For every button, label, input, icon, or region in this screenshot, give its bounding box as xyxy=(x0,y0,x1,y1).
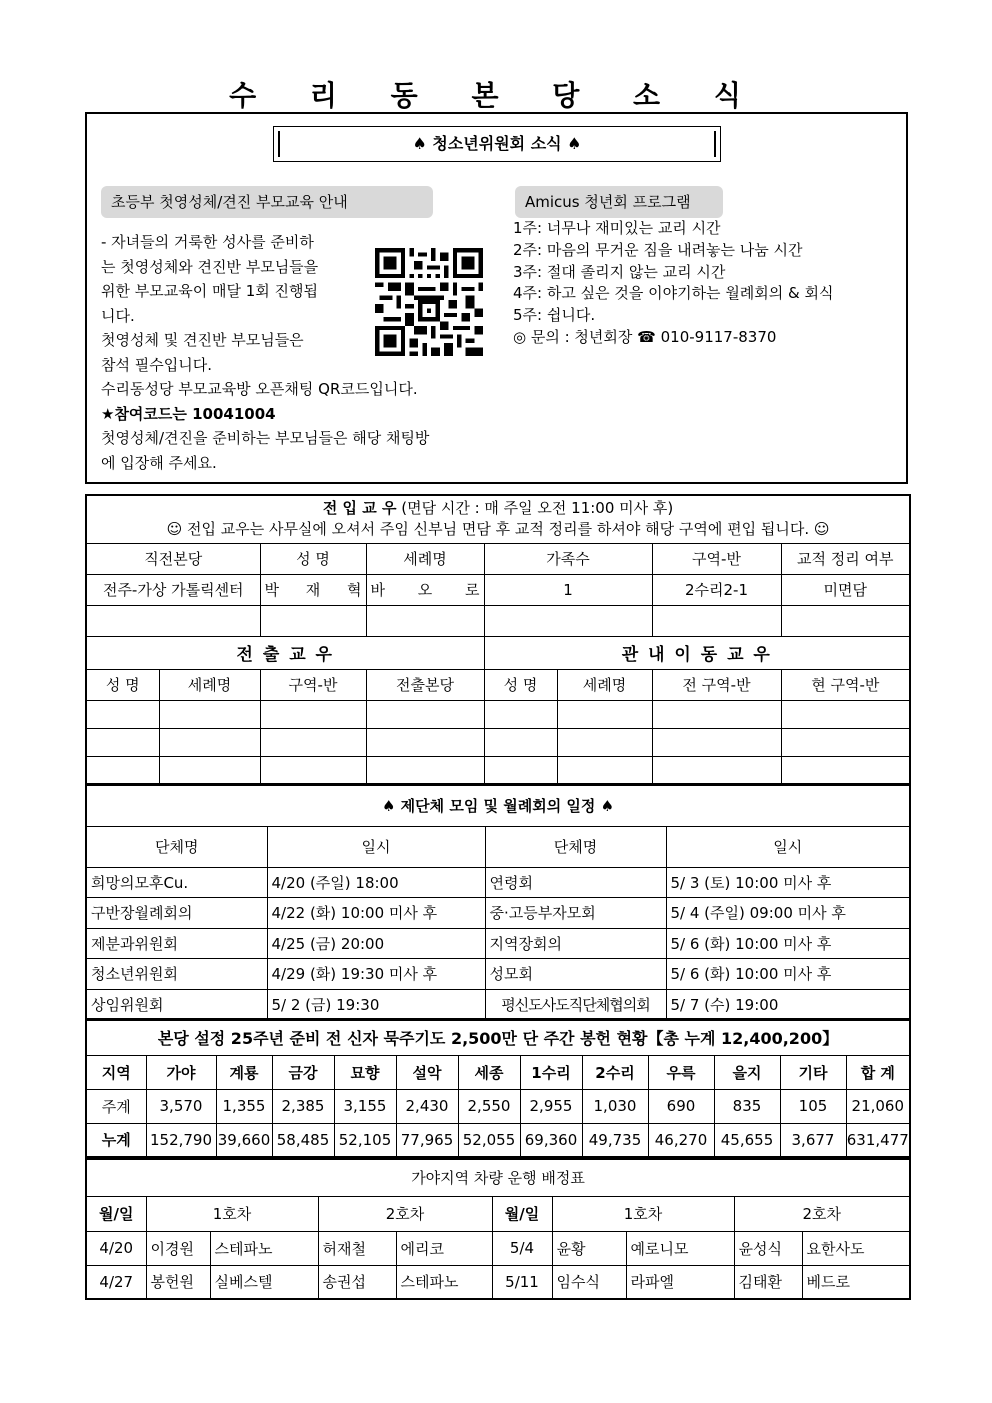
text-line: 니다. xyxy=(101,306,135,325)
empty-cell xyxy=(781,728,910,756)
value-cell: 1,355 xyxy=(216,1089,272,1123)
driver-name: 김태환 xyxy=(734,1265,802,1299)
transfer-in-title: 전 입 교 우 xyxy=(322,499,397,518)
driver-name: 윤성식 xyxy=(734,1231,802,1265)
group-name: 청소년위원회 xyxy=(86,959,267,990)
meeting-time: 4/20 (주일) 18:00 xyxy=(267,867,485,898)
meeting-time: 4/29 (화) 19:30 미사 후 xyxy=(267,959,485,990)
driver-name: 윤황 xyxy=(552,1231,626,1265)
date-cell: 4/27 xyxy=(86,1265,146,1299)
col-header: 성 명 xyxy=(86,669,159,700)
group-name: 지역장회의 xyxy=(485,928,666,959)
col-header: 가족수 xyxy=(484,543,652,574)
table-row xyxy=(86,605,910,636)
empty-cell xyxy=(652,605,781,636)
group-name: 상임위원회 xyxy=(86,989,267,1020)
transfer-notice: ☺ 전입 교우는 사무실에 오셔서 주임 신부님 면담 후 교적 정리를 하셔야 해당 구역에 편입 됩니다. ☺ xyxy=(166,520,830,539)
offering-table xyxy=(85,1018,911,1158)
empty-cell xyxy=(652,756,781,784)
empty-cell xyxy=(366,728,484,756)
col-header: 교적 정리 여부 xyxy=(781,543,910,574)
value-cell: 2,955 xyxy=(520,1089,582,1123)
driver-name: 봉헌원 xyxy=(146,1265,210,1299)
group-name: 중·고등부자모회 xyxy=(485,898,666,929)
meeting-time: 5/ 7 (수) 19:00 xyxy=(666,989,910,1020)
amicus-program-text xyxy=(513,218,903,349)
driver-name: 이경원 xyxy=(146,1231,210,1265)
col-header: 직전본당 xyxy=(86,543,260,574)
meeting-time: 5/ 6 (화) 10:00 미사 후 xyxy=(666,928,910,959)
table-row xyxy=(86,898,910,929)
empty-cell xyxy=(781,700,910,728)
text-line: 에 입장해 주세요. xyxy=(101,453,217,472)
value-cell: 45,655 xyxy=(714,1123,780,1157)
col-header: 우륵 xyxy=(648,1055,714,1089)
baptismal-name: 베드로 xyxy=(802,1265,910,1299)
transfer-out-title: 전 출 교 우 xyxy=(86,636,484,669)
col-header: 2수리 xyxy=(582,1055,648,1089)
table-row xyxy=(86,959,910,990)
text-line: 4주: 하고 싶은 것을 이야기하는 월례회의 & 회식 xyxy=(513,284,834,303)
table-row xyxy=(86,1123,910,1157)
value-cell: 52,105 xyxy=(334,1123,396,1157)
col-header: 전출본당 xyxy=(366,669,484,700)
col-header: 단체명 xyxy=(86,826,267,867)
offering-title: 본당 설정 25주년 준비 전 신자 묵주기도 2,500만 단 주간 봉헌 현황【총 누계 12,400,200】 xyxy=(86,1019,910,1055)
baptismal-name: 에리코 xyxy=(396,1231,492,1265)
col-header: 합 계 xyxy=(846,1055,910,1089)
meeting-time: 5/ 2 (금) 19:30 xyxy=(267,989,485,1020)
empty-cell xyxy=(86,728,159,756)
col-header: 2호차 xyxy=(318,1196,492,1231)
text-line: 위한 부모교육이 매달 1회 진행됩 xyxy=(101,282,318,300)
empty-cell xyxy=(260,700,366,728)
empty-cell xyxy=(366,605,484,636)
text-line: 2주: 마음의 무거운 짐을 내려놓는 나눔 시간 xyxy=(513,240,803,259)
schedule-title: ♠ 제단체 모임 및 월례회의 일정 ♠ xyxy=(86,785,910,826)
empty-cell xyxy=(159,756,260,784)
empty-cell xyxy=(781,756,910,784)
col-header: 월/일 xyxy=(86,1196,146,1231)
col-header: 세례명 xyxy=(159,669,260,700)
col-header: 단체명 xyxy=(485,826,666,867)
col-header: 1수리 xyxy=(520,1055,582,1089)
value-cell: 2,550 xyxy=(458,1089,520,1123)
value-cell: 58,485 xyxy=(272,1123,334,1157)
value-cell: 631,477 xyxy=(846,1123,910,1157)
group-name: 희망의모후Cu. xyxy=(86,867,267,898)
internal-move-title: 관 내 이 동 교 우 xyxy=(484,636,910,669)
value-cell: 3,155 xyxy=(334,1089,396,1123)
meeting-time: 4/25 (금) 20:00 xyxy=(267,928,485,959)
col-header: 설악 xyxy=(396,1055,458,1089)
text-line: 1주: 너무나 재미있는 교리 시간 xyxy=(513,219,721,237)
col-header: 세례명 xyxy=(366,543,484,574)
col-header: 금강 xyxy=(272,1055,334,1089)
participation-code: ★참여코드는 10041004 xyxy=(101,404,276,423)
page-title: 수 리 동 본 당 소 식 xyxy=(229,79,763,112)
col-header: 지역 xyxy=(86,1055,146,1089)
col-header: 계룡 xyxy=(216,1055,272,1089)
meeting-time: 5/ 3 (토) 10:00 미사 후 xyxy=(666,867,910,898)
text-line: 3주: 절대 졸리지 않는 교리 시간 xyxy=(513,262,726,281)
empty-cell xyxy=(484,756,557,784)
baptismal-name: 스테파노 xyxy=(210,1231,318,1265)
baptismal-name: 실베스텔 xyxy=(210,1265,318,1299)
value-cell: 3,570 xyxy=(146,1089,216,1123)
value-cell: 2,385 xyxy=(272,1089,334,1123)
col-header: 일시 xyxy=(666,826,910,867)
amicus-heading: Amicus 청년회 프로그램 xyxy=(515,186,723,218)
value-cell: 105 xyxy=(780,1089,846,1123)
value-cell: 3,677 xyxy=(780,1123,846,1157)
text-line: 5주: 쉽니다. xyxy=(513,306,596,325)
registry-status: 미면담 xyxy=(781,574,910,605)
col-header: 구역-반 xyxy=(260,669,366,700)
text-line: 수리동성당 부모교육방 오픈채팅 QR코드입니다. xyxy=(101,380,418,398)
empty-cell xyxy=(86,605,260,636)
driver-name: 임수식 xyxy=(552,1265,626,1299)
empty-cell xyxy=(159,728,260,756)
meeting-time: 5/ 6 (화) 10:00 미사 후 xyxy=(666,959,910,990)
empty-cell xyxy=(484,728,557,756)
empty-cell xyxy=(366,756,484,784)
empty-cell xyxy=(86,700,159,728)
value-cell: 77,965 xyxy=(396,1123,458,1157)
youth-banner: ♠ 청소년위원회 소식 ♠ xyxy=(273,126,721,162)
table-row xyxy=(86,928,910,959)
empty-cell xyxy=(159,700,260,728)
driver-name: 허재철 xyxy=(318,1231,396,1265)
col-header: 구역-반 xyxy=(652,543,781,574)
contact-line: ◎ 문의 : 청년회장 ☎ 010-9117-8370 xyxy=(513,327,777,346)
value-cell: 52,055 xyxy=(458,1123,520,1157)
driver-name: 송권섭 xyxy=(318,1265,396,1299)
col-header: 을지 xyxy=(714,1055,780,1089)
vehicle-table xyxy=(85,1158,911,1300)
prev-parish: 전주-가상 가톨릭센터 xyxy=(86,574,260,605)
table-row xyxy=(86,1231,910,1265)
table-row xyxy=(86,989,910,1020)
value-cell: 690 xyxy=(648,1089,714,1123)
text-line: 는 첫영성체와 견진반 부모님들을 xyxy=(101,257,319,276)
table-row xyxy=(86,574,910,605)
row-label: 누계 xyxy=(86,1123,146,1157)
parent-education-heading: 초등부 첫영성체/견진 부모교육 안내 xyxy=(101,186,433,218)
empty-cell xyxy=(260,756,366,784)
group-name: 성모회 xyxy=(485,959,666,990)
table-row xyxy=(86,1089,910,1123)
family-count: 1 xyxy=(484,574,652,605)
district: 2수리2-1 xyxy=(652,574,781,605)
col-header: 일시 xyxy=(267,826,485,867)
baptismal-name: 예로니모 xyxy=(626,1231,734,1265)
col-header: 1호차 xyxy=(146,1196,318,1231)
empty-cell xyxy=(484,605,652,636)
date-cell: 4/20 xyxy=(86,1231,146,1265)
col-header: 세종 xyxy=(458,1055,520,1089)
col-header: 세례명 xyxy=(557,669,652,700)
empty-cell xyxy=(260,728,366,756)
table-row xyxy=(86,867,910,898)
col-header: 2호차 xyxy=(734,1196,910,1231)
col-header: 성 명 xyxy=(484,669,557,700)
baptismal-name: 스테파노 xyxy=(396,1265,492,1299)
table-row xyxy=(86,700,910,728)
meeting-time: 4/22 (화) 10:00 미사 후 xyxy=(267,898,485,929)
qr-code-icon[interactable] xyxy=(375,248,483,356)
value-cell: 21,060 xyxy=(846,1089,910,1123)
date-cell: 5/4 xyxy=(492,1231,552,1265)
col-header: 월/일 xyxy=(492,1196,552,1231)
empty-cell xyxy=(781,605,910,636)
col-header: 가야 xyxy=(146,1055,216,1089)
value-cell: 835 xyxy=(714,1089,780,1123)
baptismal-name: 요한사도 xyxy=(802,1231,910,1265)
meeting-time: 5/ 4 (주일) 09:00 미사 후 xyxy=(666,898,910,929)
person-name: 박 재 혁 xyxy=(260,574,366,605)
empty-cell xyxy=(652,728,781,756)
vehicle-title: 가야지역 차량 운행 배정표 xyxy=(86,1159,910,1196)
col-header: 성 명 xyxy=(260,543,366,574)
empty-cell xyxy=(557,728,652,756)
group-name: 구반장월례회의 xyxy=(86,898,267,929)
transfer-table xyxy=(85,494,911,785)
text-line: 첫영성체 및 견진반 부모님들은 xyxy=(101,331,304,349)
value-cell: 39,660 xyxy=(216,1123,272,1157)
group-name: 제분과위원회 xyxy=(86,928,267,959)
table-row xyxy=(86,728,910,756)
col-header: 1호차 xyxy=(552,1196,734,1231)
value-cell: 1,030 xyxy=(582,1089,648,1123)
col-header: 묘향 xyxy=(334,1055,396,1089)
row-label: 주계 xyxy=(86,1089,146,1123)
empty-cell xyxy=(557,700,652,728)
table-row xyxy=(86,1265,910,1299)
baptismal-name: 라파엘 xyxy=(626,1265,734,1299)
value-cell: 46,270 xyxy=(648,1123,714,1157)
text-line: - 자녀들의 거룩한 성사를 준비하 xyxy=(101,233,314,251)
col-header: 전 구역-반 xyxy=(652,669,781,700)
empty-cell xyxy=(366,700,484,728)
empty-cell xyxy=(557,756,652,784)
col-header: 기타 xyxy=(780,1055,846,1089)
text-line: 첫영성체/견진을 준비하는 부모님들은 해당 채팅방 xyxy=(101,429,430,447)
value-cell: 69,360 xyxy=(520,1123,582,1157)
baptismal-name: 바 오 로 xyxy=(366,574,484,605)
group-name: 연령회 xyxy=(485,867,666,898)
empty-cell xyxy=(260,605,366,636)
interview-time: (면담 시간 : 매 주일 오전 11:00 미사 후) xyxy=(396,499,674,518)
value-cell: 49,735 xyxy=(582,1123,648,1157)
transfer-in-heading xyxy=(86,495,910,543)
value-cell: 152,790 xyxy=(146,1123,216,1157)
value-cell: 2,430 xyxy=(396,1089,458,1123)
col-header: 현 구역-반 xyxy=(781,669,910,700)
table-row xyxy=(86,756,910,784)
empty-cell xyxy=(86,756,159,784)
schedule-table xyxy=(85,784,911,1021)
text-line: 참석 필수입니다. xyxy=(101,355,212,374)
group-name: 평신도사도직단체협의회 xyxy=(485,989,666,1020)
youth-news-section xyxy=(85,112,908,484)
empty-cell xyxy=(652,700,781,728)
empty-cell xyxy=(484,700,557,728)
date-cell: 5/11 xyxy=(492,1265,552,1299)
